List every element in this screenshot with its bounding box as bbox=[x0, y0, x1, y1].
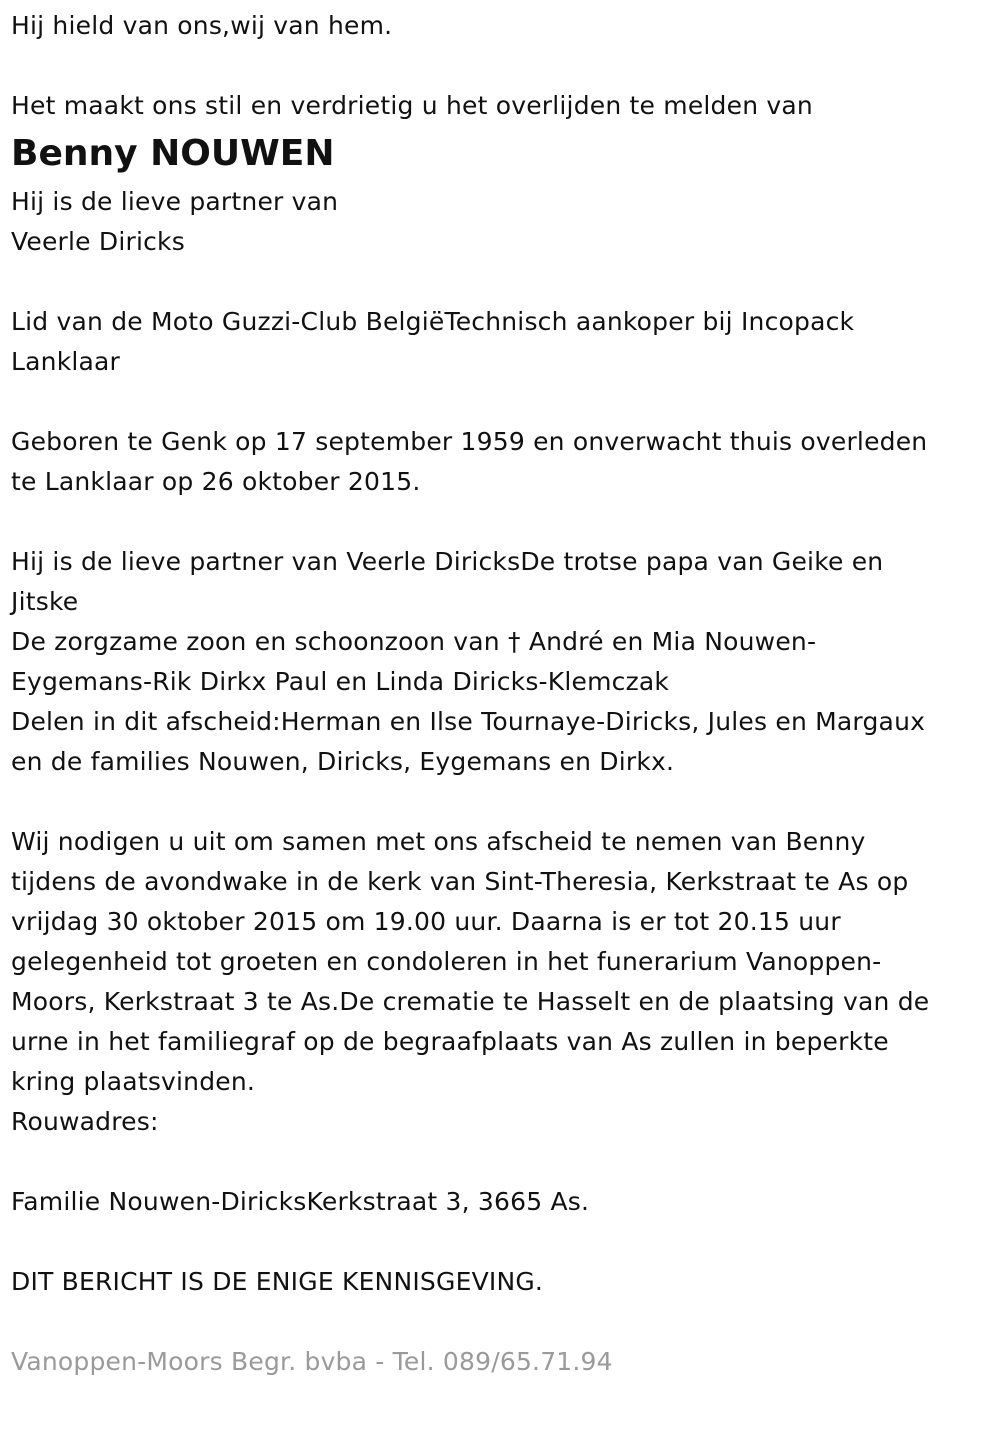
ceremony-line-4: gelegenheid tot groeten en condoleren in het funerarium Vanoppen- bbox=[11, 947, 882, 976]
ceremony-line-3: vrijdag 30 oktober 2015 om 19.00 uur. Daarna is er tot 20.15 uur bbox=[11, 907, 841, 936]
membership-line-1: Lid van de Moto Guzzi-Club BelgiëTechnisch aankoper bij Incopack bbox=[11, 307, 855, 336]
membership-line-2: Lanklaar bbox=[11, 347, 121, 376]
notice-line: DIT BERICHT IS DE ENIGE KENNISGEVING. bbox=[11, 1267, 544, 1296]
intro-line-1: Hij hield van ons,wij van hem. bbox=[11, 11, 393, 40]
family-line-6: en de families Nouwen, Diricks, Eygemans en Dirkx. bbox=[11, 747, 675, 776]
deceased-name: Benny NOUWEN bbox=[11, 133, 335, 174]
ceremony-line-6: urne in het familiegraf op de begraafplaats van As zullen in beperkte bbox=[11, 1027, 889, 1056]
family-line-4: Eygemans-Rik Dirkx Paul en Linda Diricks-Klemczak bbox=[11, 667, 670, 696]
ceremony-line-1: Wij nodigen u uit om samen met ons afscheid te nemen van Benny bbox=[11, 827, 866, 856]
birth-death-line-2: te Lanklaar op 26 oktober 2015. bbox=[11, 467, 421, 496]
obituary-document bbox=[11, 6, 986, 1382]
ceremony-line-7: kring plaatsvinden. bbox=[11, 1067, 256, 1096]
intro-line-2: Het maakt ons stil en verdrietig u het overlijden te melden van bbox=[11, 91, 813, 120]
family-line-3: De zorgzame zoon en schoonzoon van † André en Mia Nouwen- bbox=[11, 627, 817, 656]
spacer bbox=[11, 1302, 986, 1342]
partner-line-1: Hij is de lieve partner van bbox=[11, 187, 339, 216]
family-line-5: Delen in dit afscheid:Herman en Ilse Tournaye-Diricks, Jules en Margaux bbox=[11, 707, 926, 736]
ceremony-line-2: tijdens de avondwake in de kerk van Sint-Theresia, Kerkstraat te As op bbox=[11, 867, 909, 896]
spacer bbox=[11, 782, 986, 822]
spacer bbox=[11, 46, 986, 86]
family-line-2: Jitske bbox=[11, 587, 79, 616]
partner-line-2: Veerle Diricks bbox=[11, 227, 185, 256]
spacer bbox=[11, 502, 986, 542]
family-line-1: Hij is de lieve partner van Veerle DiricksDe trotse papa van Geike en bbox=[11, 547, 884, 576]
funeral-home-footer: Vanoppen-Moors Begr. bvba - Tel. 089/65.71.94 bbox=[11, 1347, 613, 1376]
spacer bbox=[11, 262, 986, 302]
spacer bbox=[11, 1142, 986, 1182]
birth-death-line-1: Geboren te Genk op 17 september 1959 en onverwacht thuis overleden bbox=[11, 427, 928, 456]
rouwadres-label: Rouwadres: bbox=[11, 1107, 159, 1136]
spacer bbox=[11, 382, 986, 422]
mourning-address: Familie Nouwen-DiricksKerkstraat 3, 3665 As. bbox=[11, 1187, 590, 1216]
ceremony-line-5: Moors, Kerkstraat 3 te As.De crematie te Hasselt en de plaatsing van de bbox=[11, 987, 930, 1016]
spacer bbox=[11, 1222, 986, 1262]
